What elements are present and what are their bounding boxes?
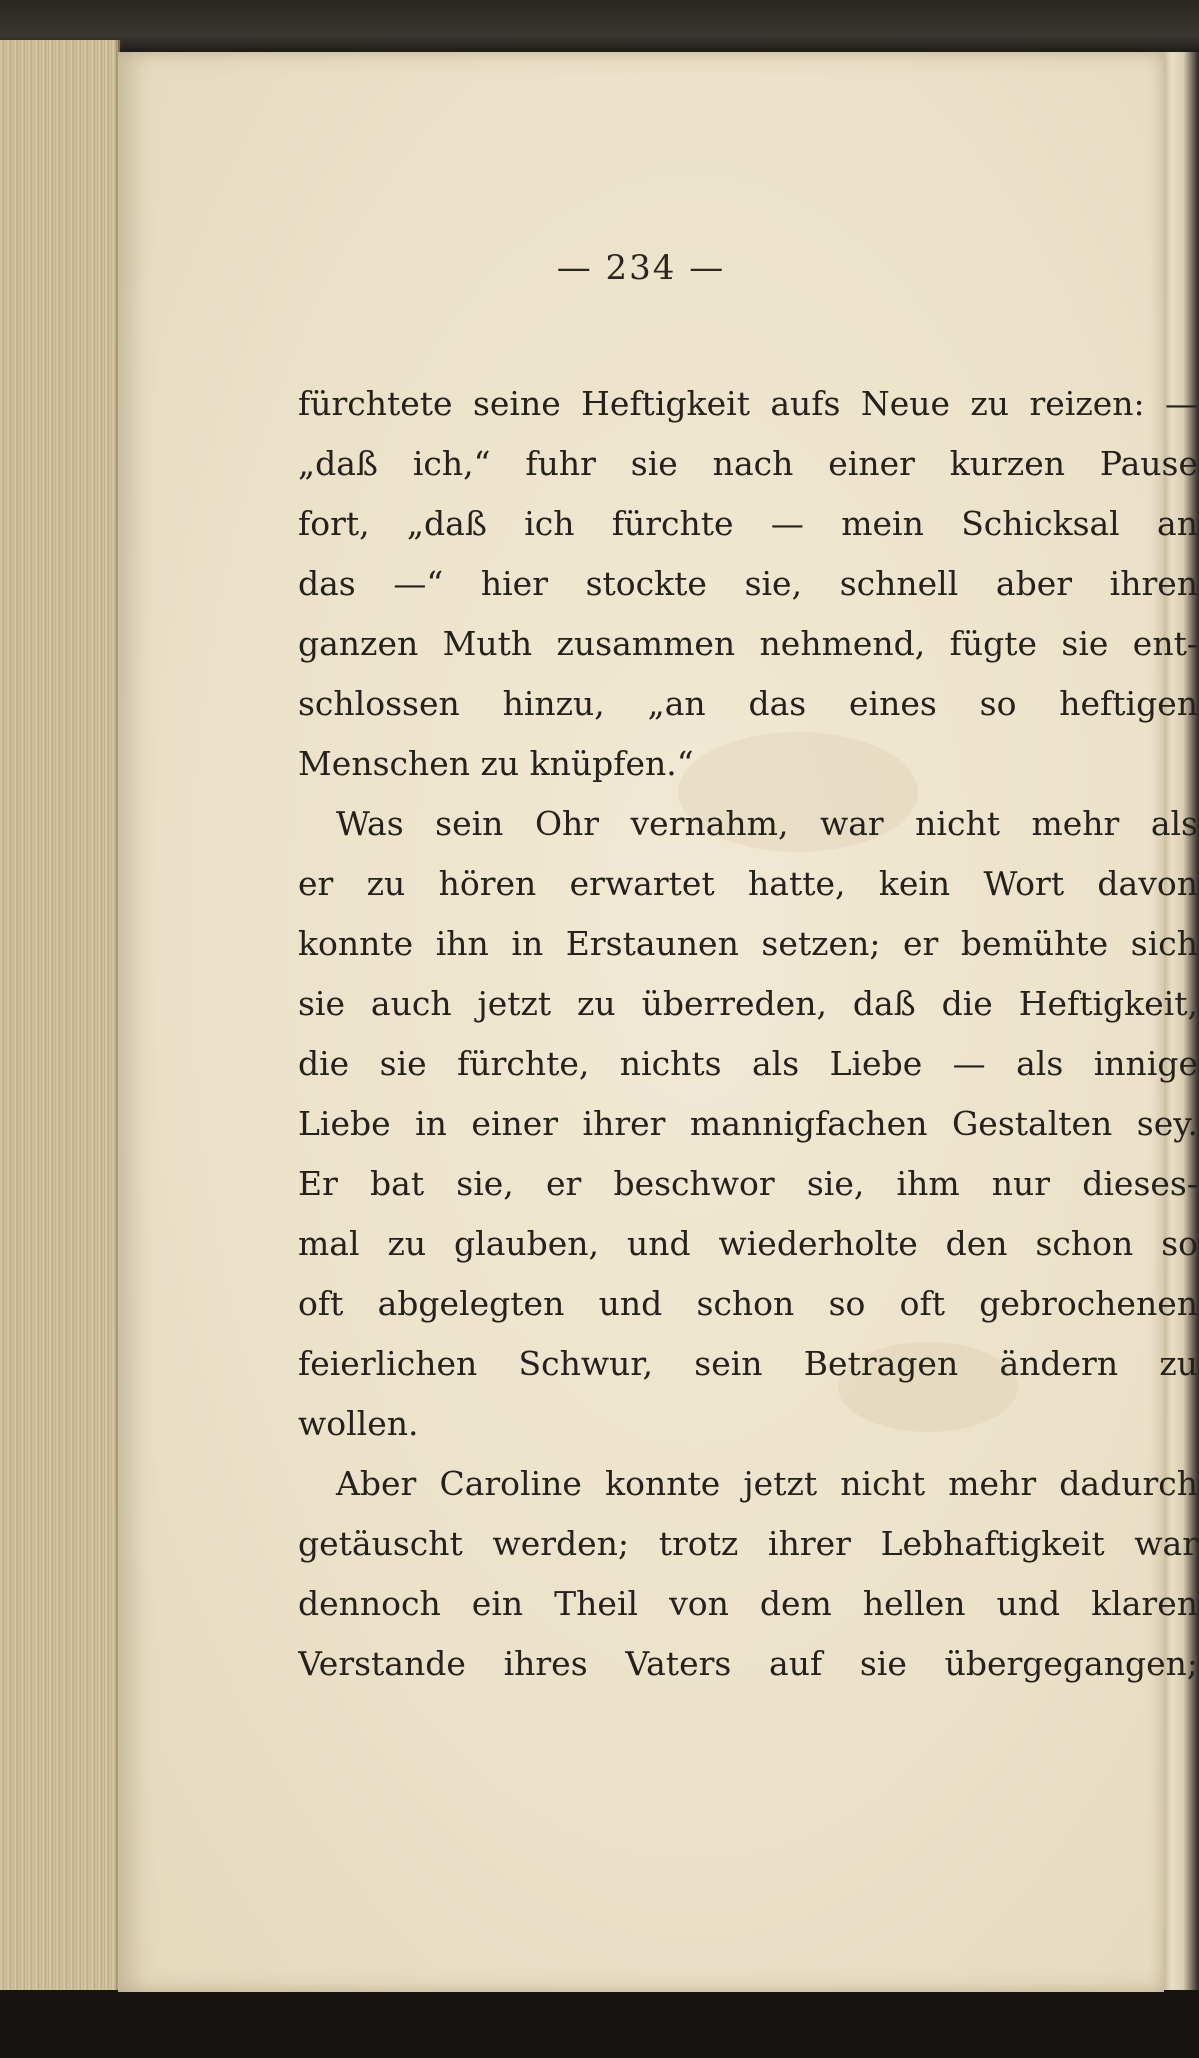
scan-top-border <box>0 0 1199 52</box>
body-text <box>298 374 1198 1694</box>
text-line: ganzen Muth zusammen nehmend, fügte sie ent- <box>298 624 1198 663</box>
text-line: feierlichen Schwur, sein Betragen ändern zu <box>298 1344 1198 1383</box>
text-line: das —“ hier stockte sie, schnell aber ihren <box>298 564 1198 603</box>
text-line: fort, „daß ich fürchte — mein Schicksal an <box>298 504 1198 543</box>
text-line: die sie fürchte, nichts als Liebe — als innige <box>298 1044 1198 1083</box>
text-line: getäuscht werden; trotz ihrer Lebhaftigkeit war <box>298 1524 1198 1563</box>
text-line: mal zu glauben, und wiederholte den schon so <box>298 1224 1198 1263</box>
text-line: Menschen zu knüpfen.“ <box>298 744 694 783</box>
text-line: Verstande ihres Vaters auf sie übergegangen; <box>298 1644 1198 1683</box>
text-line: Liebe in einer ihrer mannigfachen Gestalten sey. <box>298 1104 1198 1143</box>
page-stack-edge <box>0 40 120 2005</box>
page-number: — 234 — <box>556 248 726 288</box>
text-line: Was sein Ohr vernahm, war nicht mehr als <box>336 804 1198 843</box>
text-line: fürchtete seine Heftigkeit aufs Neue zu reizen: — <box>298 384 1198 423</box>
book-page <box>118 52 1198 1992</box>
text-line: dennoch ein Theil von dem hellen und klaren <box>298 1584 1198 1623</box>
scan-bottom-border <box>0 1990 1199 2058</box>
text-line: „daß ich,“ fuhr sie nach einer kurzen Pause <box>298 444 1198 483</box>
text-line: schlossen hinzu, „an das eines so heftigen <box>298 684 1198 723</box>
text-line: Er bat sie, er beschwor sie, ihm nur dieses- <box>298 1164 1198 1203</box>
text-line: oft abgelegten und schon so oft gebrochenen <box>298 1284 1198 1323</box>
text-line: Aber Caroline konnte jetzt nicht mehr dadurch <box>336 1464 1198 1503</box>
text-line: sie auch jetzt zu überreden, daß die Heftigkeit, <box>298 984 1198 1023</box>
text-line: er zu hören erwartet hatte, kein Wort davon <box>298 864 1198 903</box>
text-line: wollen. <box>298 1404 419 1443</box>
text-line: konnte ihn in Erstaunen setzen; er bemühte sich <box>298 924 1198 963</box>
